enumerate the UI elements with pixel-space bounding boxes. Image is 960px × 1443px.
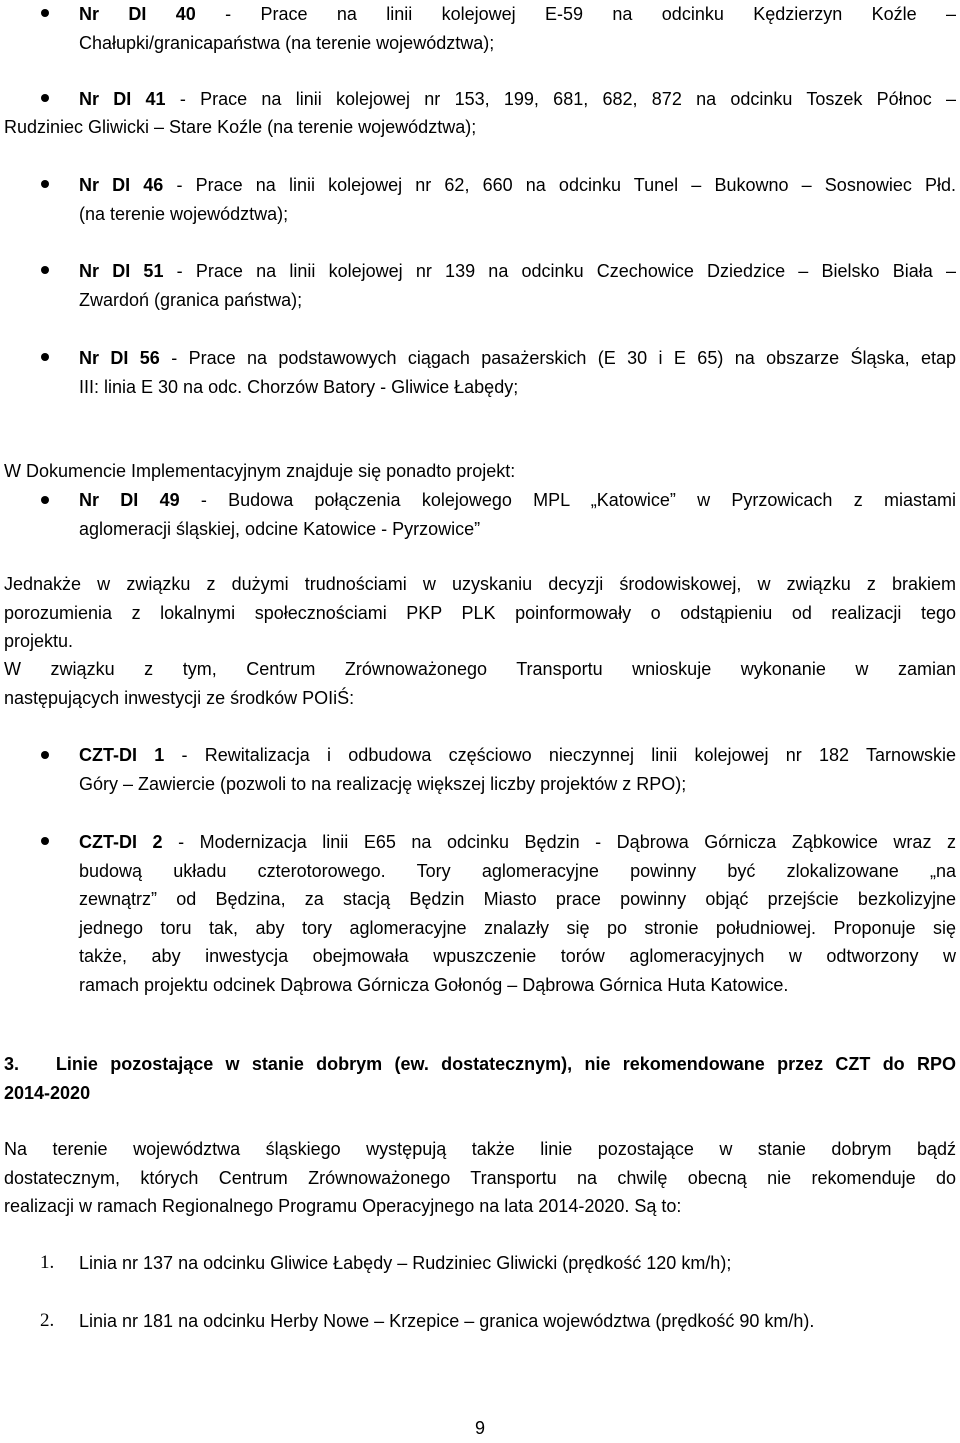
- bullet-dot: [41, 837, 49, 845]
- bullet-line: ramach projektu odcinek Dąbrowa Górnicza Gołonóg – Dąbrowa Górnica Huta Katowice.: [79, 974, 789, 995]
- project-code: Nr DI 41: [79, 89, 166, 109]
- bullet-line: Nr DI 49 - Budowa połączenia kolejowego MPL „Katowice” w Pyrzowicach z miastami: [79, 490, 956, 510]
- project-code: CZT-DI 2: [79, 832, 163, 852]
- bullet-item-di51: [79, 257, 956, 314]
- list-number: 1.: [40, 1252, 55, 1273]
- paragraph-request: W związku z tym, Centrum Zrównoważonego Transportu wnioskuje wykonanie w zamian następujących inwestycji ze środków POIiŚ:: [4, 659, 956, 708]
- project-code: Nr DI 56: [79, 348, 160, 368]
- bullet-dot: [41, 9, 49, 17]
- bullet-line: (na terenie województwa);: [79, 203, 289, 224]
- bullet-line: Nr DI 56 - Prace na podstawowych ciągach pasażerskich (E 30 i E 65) na obszarze Śląska, etap: [79, 348, 956, 368]
- project-code: Nr DI 46: [79, 175, 164, 195]
- project-code: Nr DI 40: [79, 4, 196, 24]
- bullet-item-di40: [79, 0, 956, 57]
- bullet-line: jednego toru tak, aby tory aglomeracyjne znalazły się po stronie południowej. Proponuje się: [79, 917, 956, 938]
- bullet-line: Nr DI 40 - Prace na linii kolejowej E-59 na odcinku Kędzierzyn Koźle –: [79, 4, 957, 24]
- bullet-item-di56: [79, 344, 956, 401]
- bullet-line: Chałupki/granicapaństwa (na terenie województwa);: [79, 32, 495, 53]
- bullet-line: także, aby inwestycja obejmowała wpuszczenie torów aglomeracyjnych w odtworzony w: [79, 946, 956, 966]
- section-heading: 3. Linie pozostające w stanie dobrym (ew. dostatecznym), nie rekomendowane przez CZT do RPO 2014-2020: [4, 1054, 956, 1103]
- bullet-line: Nr DI 51 - Prace na linii kolejowej nr 139 na odcinku Czechowice Dziedzice – Bielsko Biała –: [79, 261, 957, 281]
- paragraph-however: Jednakże w związku z dużymi trudnościami w uzyskaniu decyzji środowiskowej, w związku z brakiem porozumienia z lokalnymi społecznościami PKP PLK poinformowały o odstąpieniu od realizacji tego projektu.: [4, 574, 956, 651]
- bullet-line: III: linia E 30 na odc. Chorzów Batory - Gliwice Łabędy;: [79, 376, 519, 397]
- bullet-line: Góry – Zawiercie (pozwoli to na realizację większej liczby projektów z RPO);: [79, 773, 687, 794]
- bullet-item-di49: [79, 486, 956, 543]
- list-item: Linia nr 181 na odcinku Herby Nowe – Krzepice – granica województwa (prędkość 90 km/h).: [79, 1311, 815, 1331]
- bullet-dot: [41, 266, 49, 274]
- bullet-item-czt-di2: [79, 828, 956, 999]
- bullet-line: zewnątrz” od Będzina, za stacją Będzin Miasto prace powinny objąć przejście bezkolizyjne: [79, 889, 956, 909]
- bullet-continuation: Rudziniec Gliwicki – Stare Koźle (na terenie województwa);: [4, 117, 477, 137]
- bullet-line: Nr DI 46 - Prace na linii kolejowej nr 62, 660 na odcinku Tunel – Bukowno – Sosnowiec Płd.: [79, 175, 957, 195]
- project-code: Nr DI 49: [79, 490, 180, 510]
- bullet-dot: [41, 751, 49, 759]
- bullet-item-czt-di1: [79, 741, 956, 798]
- bullet-dot: [41, 180, 49, 188]
- page-number: 9: [474, 1418, 485, 1438]
- bullet-line: aglomeracji śląskiej, odcine Katowice - Pyrzowice”: [79, 518, 481, 539]
- bullet-line: CZT-DI 2 - Modernizacja linii E65 na odcinku Będzin - Dąbrowa Górnicza Ząbkowice wraz z: [79, 832, 956, 852]
- bullet-item-di41: [79, 85, 956, 114]
- bullet-item-di46: [79, 171, 956, 228]
- project-code: Nr DI 51: [79, 261, 164, 281]
- list-item: Linia nr 137 na odcinku Gliwice Łabędy – Rudziniec Gliwicki (prędkość 120 km/h);: [79, 1253, 732, 1273]
- paragraph-region: Na terenie województwa śląskiego występują także linie pozostające w stanie dobrym bądź dostatecznym, których Centrum Zrównoważonego Transportu na chwilę obecną nie rekomenduje do realizacji w ramach Regionalnego Programu Operacyjnego na lata 2014-2020. Są to:: [4, 1139, 956, 1216]
- bullet-line: Nr DI 41 - Prace na linii kolejowej nr 153, 199, 681, 682, 872 na odcinku Toszek Północ –: [79, 89, 957, 109]
- intro-paragraph: W Dokumencie Implementacyjnym znajduje się ponadto projekt:: [4, 461, 516, 481]
- bullet-dot: [41, 353, 49, 361]
- list-number: 2.: [40, 1310, 55, 1331]
- bullet-line: budową układu czterotorowego. Tory aglomeracyjne powinny być zlokalizowane „na: [79, 860, 956, 881]
- bullet-dot: [41, 496, 49, 504]
- bullet-line: Zwardoń (granica państwa);: [79, 289, 303, 310]
- project-code: CZT-DI 1: [79, 745, 165, 765]
- bullet-line: CZT-DI 1 - Rewitalizacja i odbudowa częściowo nieczynnej linii kolejowej nr 182 Tarnowskie: [79, 745, 956, 765]
- bullet-dot: [41, 94, 49, 102]
